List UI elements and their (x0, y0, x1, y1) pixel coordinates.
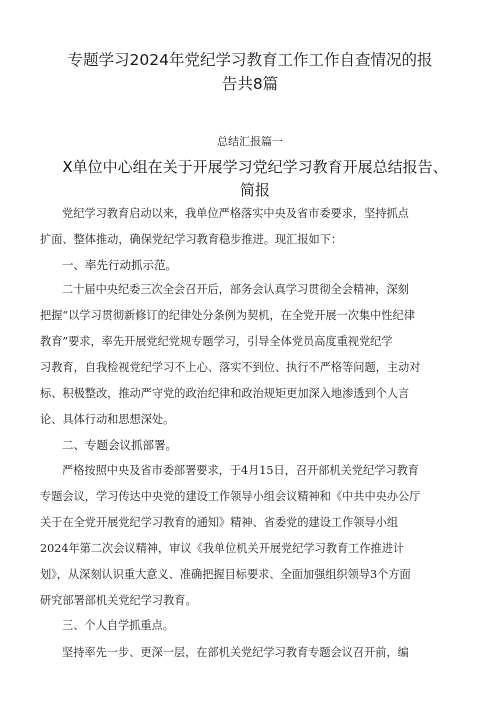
heading-1: 一、率先行动抓示范。 (62, 258, 177, 272)
paragraph-line: 坚持率先一步、更深一层，在部机关党纪学习教育专题会议召开前，编 (62, 646, 409, 659)
document-title-line: 告共8篇 (221, 75, 279, 93)
paragraph-1 (40, 277, 466, 433)
document-title-line: 专题学习2024年党纪学习教育工作工作自查情况的报 (67, 51, 433, 69)
paragraph-line: 专题会议，学习传达中央党的建设工作领导小组会议精神和《中共中央办公厅 (40, 490, 421, 503)
section-title-line: X单位中心组在关于开展学习党纪学习教育开展总结报告、 (62, 158, 448, 176)
paragraph-line: 标、积极整改，推动严守党的政治纪律和政治规矩更加深入地渗透到个人言 (40, 387, 410, 400)
section-label: 总结汇报篇一 (217, 135, 283, 148)
heading-3: 三、个人自学抓重点。 (62, 619, 174, 632)
paragraph-line: 2024年第二次会议精神，审议《我单位机关开展党纪学习教育工作推进计 (40, 542, 405, 555)
section-title-line: 简报 (239, 181, 270, 199)
paragraph-3 (40, 640, 466, 666)
paragraph-line: 划》，从深刻认识重大意义、准确把握目标要求、全面加强组织领导3个方面 (40, 568, 411, 581)
paragraph-line: 习教育，自我检视党纪学习不上心、落实不到位、执行不严格等问题，主动对 (40, 361, 421, 374)
section-title (55, 156, 455, 202)
paragraph-line: 论、具体行动和思想深处。 (40, 413, 175, 426)
paragraph-2 (40, 458, 466, 614)
paragraph-line: 研究部署部机关党纪学习教育。 (40, 594, 197, 607)
paragraph-line: 二十届中央纪委三次全会召开后，部务会认真学习贯彻全会精神，深刻 (62, 283, 409, 296)
document-title (60, 48, 440, 96)
paragraph-line: 教育”要求，率先开展党纪党规专题学习，引导全体党员高度重视党纪学 (40, 335, 393, 348)
paragraph-line: 党纪学习教育启动以来，我单位严格落实中央及省市委要求，坚持抓点 (62, 207, 409, 220)
paragraph-line: 扩面、整体推动，确保党纪学习教育稳步推进。现汇报如下： (40, 233, 343, 246)
paragraph-line: 关于在全党开展党纪学习教育的通知》精神、省委党的建设工作领导小组 (40, 516, 399, 529)
paragraph-line: 把握“以学习贯彻新修订的纪律处分条例为契机，在全党开展一次集中性纪律 (40, 309, 415, 322)
paragraph-line: 严格按照中央及省市委部署要求，于4月15日，召开部机关党纪学习教育 (62, 464, 419, 477)
intro-paragraph (40, 201, 466, 253)
heading-2: 二、专题会议抓部署。 (62, 438, 177, 452)
